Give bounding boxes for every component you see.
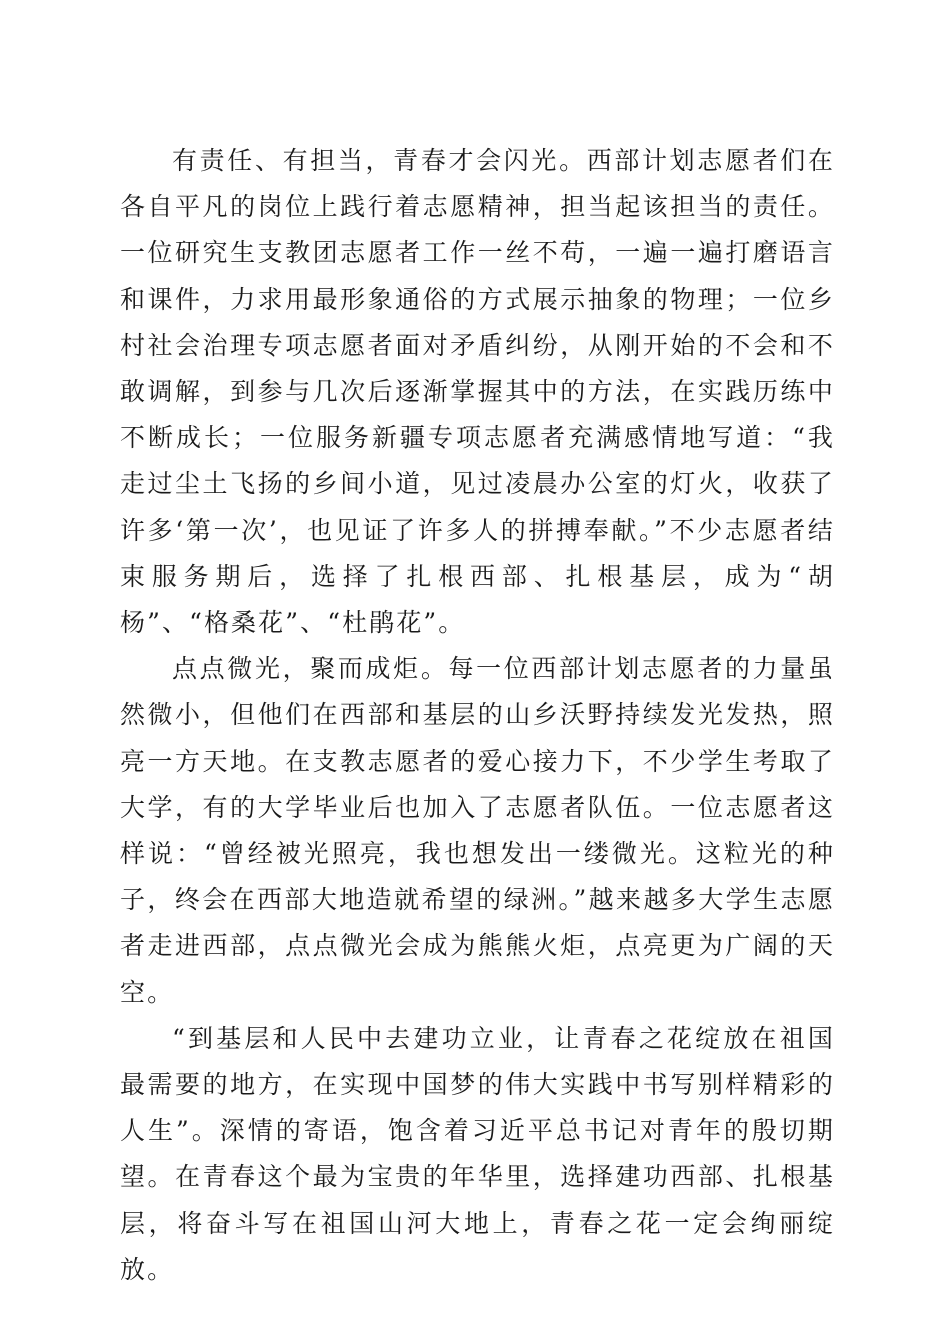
paragraph-responsibility: 有责任、有担当，青春才会闪光。西部计划志愿者们在各自平凡的岗位上践行着志愿精神，担当起该担当的责任。一位研究生支教团志愿者工作一丝不苟，一遍一遍打磨语言和课件，力求用最形象通俗的方式展示抽象的物理；一位乡村社会治理专项志愿者面对矛盾纠纷，从刚开始的不会和不敢调解，到参与几次后逐渐掌握其中的方法，在实践历练中不断成长；一位服务新疆专项志愿者充满感情地写道：“我走过尘土飞扬的乡间小道，见过凌晨办公室的灯火，收获了许多‘第一次’，也见证了许多人的拼搏奉献。”不少志愿者结束服务期后，选择了扎根西部、扎根基层，成为“胡杨”、“格桑花”、“杜鹃花”。 xyxy=(120,146,835,638)
paragraph-conclusion: “到基层和人民中去建功立业，让青春之花绽放在祖国最需要的地方，在实现中国梦的伟大实践中书写别样精彩的人生”。深情的寄语，饱含着习近平总书记对青年的殷切期望。在青春这个最为宝贵的年华里，选择建功西部、扎根基层，将奋斗写在祖国山河大地上，青春之花一定会绚丽绽放。 xyxy=(120,1023,835,1284)
paragraph-glimmer: 点点微光，聚而成炬。每一位西部计划志愿者的力量虽然微小，但他们在西部和基层的山乡沃野持续发光发热，照亮一方天地。在支教志愿者的爱心接力下，不少学生考取了大学，有的大学毕业后也加入了志愿者队伍。一位志愿者这样说：“曾经被光照亮，我也想发出一缕微光。这粒光的种子，终会在西部大地造就希望的绿洲。”越来越多大学生志愿者走进西部，点点微光会成为熊熊火炬，点亮更为广阔的天空。 xyxy=(120,654,835,1007)
document-body xyxy=(120,138,835,1293)
